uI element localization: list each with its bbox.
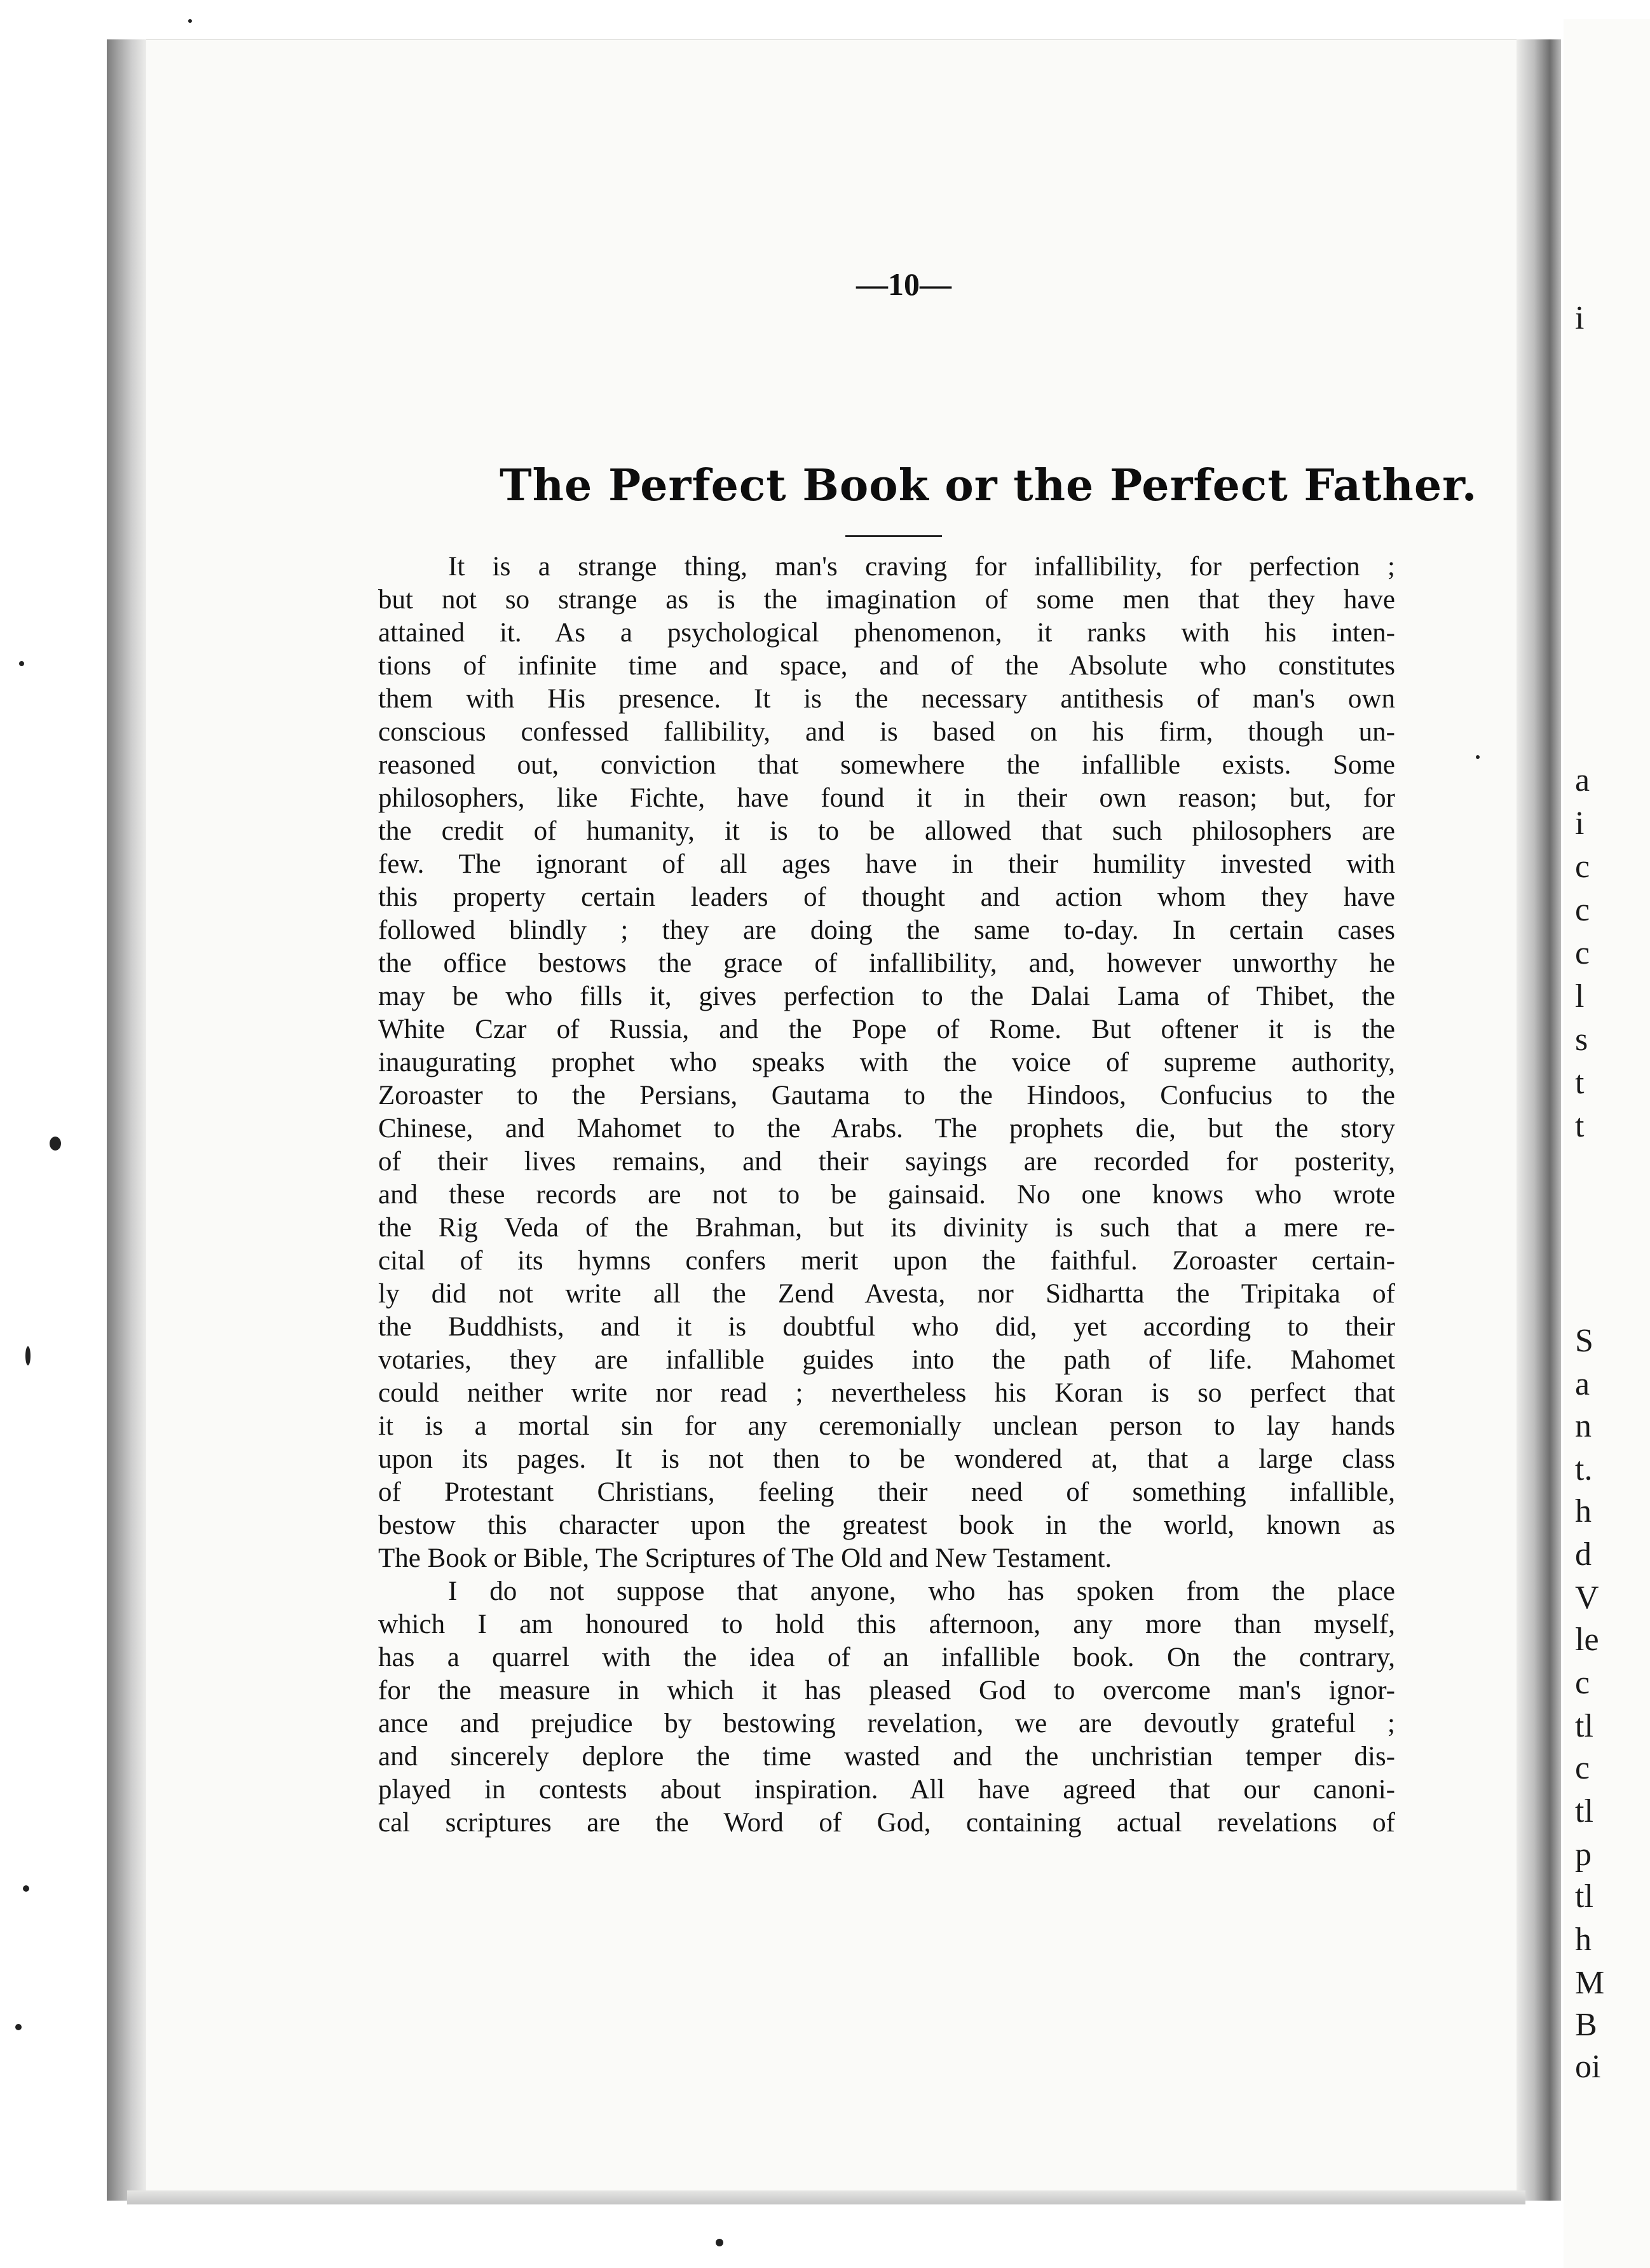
- text-line: conscious confessed fallibility, and is based on his firm, though un-: [378, 717, 1395, 747]
- facing-page-letter: p: [1575, 1836, 1592, 1873]
- facing-page-letter: tl: [1575, 1708, 1593, 1744]
- text-line: The Book or Bible, The Scriptures of The Old and New Testament.: [378, 1543, 1112, 1573]
- facing-page-letter: S: [1575, 1323, 1593, 1359]
- text-line: ly did not write all the Zend Avesta, nor Sidhartta the Tripitaka of: [378, 1279, 1395, 1309]
- text-line: few. The ignorant of all ages have in their humility invested with: [378, 849, 1395, 879]
- text-line: Zoroaster to the Persians, Gautama to the Hindoos, Confucius to the: [378, 1081, 1395, 1110]
- scan-speck: [716, 2239, 723, 2246]
- facing-page-letter: c: [1575, 1665, 1590, 1701]
- facing-page-letter: h: [1575, 1922, 1592, 1958]
- left-binding-edge: [107, 39, 146, 2201]
- text-line: It is a strange thing, man's craving for infallibility, for perfection ;: [448, 552, 1395, 582]
- title-divider-rule: [845, 535, 942, 537]
- text-line: followed blindly ; they are doing the same to-day. In certain cases: [378, 915, 1395, 945]
- text-line: reasoned out, conviction that somewhere the infallible exists. Some: [378, 750, 1395, 780]
- text-line: bestow this character upon the greatest book in the world, known as: [378, 1510, 1395, 1540]
- text-line: the Buddhists, and it is doubtful who did, yet according to their: [378, 1312, 1395, 1342]
- facing-page-letter: tl: [1575, 1878, 1593, 1915]
- text-line: ance and prejudice by bestowing revelation, we are devoutly grateful ;: [378, 1709, 1395, 1739]
- text-line: which I am honoured to hold this afternoon, any more than myself,: [378, 1609, 1395, 1639]
- page-number: —10—: [856, 266, 951, 302]
- facing-page-letter: a: [1575, 762, 1590, 798]
- facing-page-letter: oi: [1575, 2049, 1601, 2085]
- facing-page-letter: c: [1575, 935, 1590, 971]
- text-line: I do not suppose that anyone, who has spoken from the place: [448, 1576, 1395, 1606]
- scan-speck: [50, 1137, 61, 1151]
- text-line: for the measure in which it has pleased God to overcome man's ignor-: [378, 1676, 1395, 1705]
- scan-speck: [23, 1885, 29, 1892]
- facing-page-letter: h: [1575, 1493, 1592, 1529]
- text-line: tions of infinite time and space, and of the Absolute who constitutes: [378, 651, 1395, 681]
- scan-speck: [25, 1346, 31, 1365]
- facing-page-letter: t: [1575, 1108, 1585, 1144]
- scan-speck: [188, 19, 192, 23]
- text-line: could neither write nor read ; nevertheless his Koran is so perfect that: [378, 1378, 1395, 1408]
- facing-page-letter: c: [1575, 892, 1590, 928]
- facing-page-letter: V: [1575, 1580, 1599, 1616]
- facing-page-letter: n: [1575, 1408, 1592, 1444]
- sheet-bottom-edge: [127, 2190, 1525, 2204]
- facing-page-letter: B: [1575, 2007, 1597, 2043]
- facing-page-letter: d: [1575, 1536, 1592, 1573]
- facing-page-fragment: [1564, 19, 1650, 2268]
- facing-page-letter: t.: [1575, 1451, 1593, 1487]
- facing-page-letter: i: [1575, 300, 1585, 336]
- facing-page-letter: s: [1575, 1021, 1588, 1058]
- text-line: of their lives remains, and their sayings are recorded for posterity,: [378, 1147, 1395, 1177]
- text-line: this property certain leaders of thought and action whom they have: [378, 882, 1395, 912]
- text-line: votaries, they are infallible guides into the path of life. Mahomet: [378, 1345, 1395, 1375]
- text-line: it is a mortal sin for any ceremonially unclean person to lay hands: [378, 1411, 1395, 1441]
- facing-page-letter: l: [1575, 978, 1585, 1014]
- text-line: inaugurating prophet who speaks with the voice of supreme authority,: [378, 1048, 1395, 1077]
- text-line: cital of its hymns confers merit upon the faithful. Zoroaster certain-: [378, 1246, 1395, 1276]
- scan-speck: [1476, 755, 1480, 759]
- text-line: attained it. As a psychological phenomenon, it ranks with his inten-: [378, 618, 1395, 648]
- text-line: philosophers, like Fichte, have found it in their own reason; but, for: [378, 783, 1395, 813]
- facing-page-letter: t: [1575, 1065, 1585, 1101]
- text-line: may be who fills it, gives perfection to the Dalai Lama of Thibet, the: [378, 981, 1395, 1011]
- text-line: and sincerely deplore the time wasted and the unchristian temper dis-: [378, 1742, 1395, 1772]
- right-gutter-shadow: [1517, 39, 1561, 2201]
- text-line: them with His presence. It is the necessary antithesis of man's own: [378, 684, 1395, 714]
- facing-page-letter: c: [1575, 1750, 1590, 1786]
- text-line: but not so strange as is the imagination of some men that they have: [378, 585, 1395, 615]
- text-line: cal scriptures are the Word of God, containing actual revelations of: [378, 1808, 1395, 1838]
- text-line: and these records are not to be gainsaid. No one knows who wrote: [378, 1180, 1395, 1210]
- text-line: upon its pages. It is not then to be wondered at, that a large class: [378, 1444, 1395, 1474]
- text-line: White Czar of Russia, and the Pope of Rome. But oftener it is the: [378, 1014, 1395, 1044]
- facing-page-letter: le: [1575, 1622, 1599, 1658]
- facing-page-letter: i: [1575, 805, 1585, 842]
- text-line: of Protestant Christians, feeling their need of something infallible,: [378, 1477, 1395, 1507]
- facing-page-letter: c: [1575, 849, 1590, 885]
- scan-speck: [15, 2024, 22, 2030]
- facing-page-letter: M: [1575, 1965, 1605, 2001]
- facing-page-letter: a: [1575, 1366, 1590, 1402]
- text-line: has a quarrel with the idea of an infallible book. On the contrary,: [378, 1643, 1395, 1672]
- text-line: Chinese, and Mahomet to the Arabs. The prophets die, but the story: [378, 1114, 1395, 1144]
- text-line: the Rig Veda of the Brahman, but its divinity is such that a mere re-: [378, 1213, 1395, 1243]
- text-line: the credit of humanity, it is to be allowed that such philosophers are: [378, 816, 1395, 846]
- facing-page-letter: tl: [1575, 1793, 1593, 1829]
- article-body: [378, 550, 1395, 1840]
- scan-speck: [19, 661, 24, 666]
- article-title: The Perfect Book or the Perfect Father.: [500, 460, 1478, 511]
- text-line: played in contests about inspiration. All have agreed that our canoni-: [378, 1775, 1395, 1805]
- text-line: the office bestows the grace of infallibility, and, however unworthy he: [378, 948, 1395, 978]
